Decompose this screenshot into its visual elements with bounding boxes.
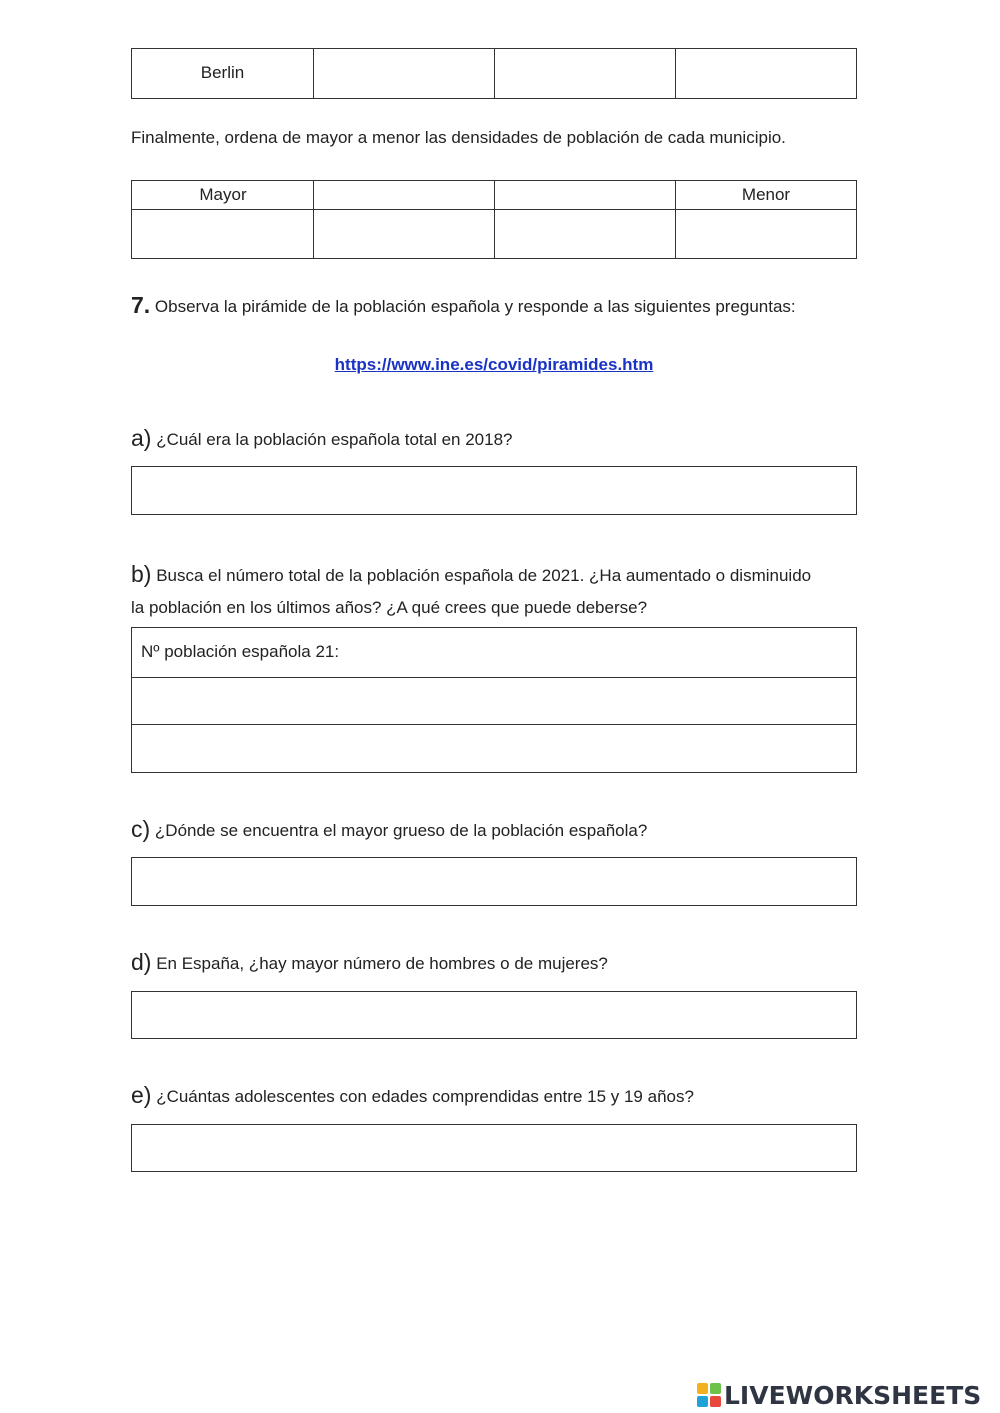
question-c-letter: c) [131, 816, 151, 842]
question-e [131, 1082, 891, 1110]
answer-b-line-1[interactable] [132, 628, 856, 677]
berlin-answer-cell-3[interactable] [676, 49, 856, 98]
question-e-text: ¿Cuántas adolescentes con edades comprendidas entre 15 y 19 años? [156, 1087, 694, 1106]
question-b-text-line1: Busca el número total de la población española de 2021. ¿Ha aumentado o disminuido [156, 566, 812, 585]
ine-link[interactable]: https://www.ine.es/covid/piramides.htm [334, 355, 654, 374]
question-a [131, 425, 891, 453]
order-answer-cell-4[interactable] [677, 210, 856, 258]
question-a-letter: a) [131, 425, 152, 451]
order-header-menor: Menor [741, 185, 791, 204]
order-instruction: Finalmente, ordena de mayor a menor las densidades de población de cada municipio. [131, 128, 786, 147]
berlin-answer-cell-2[interactable] [495, 49, 676, 98]
question-b-letter: b) [131, 561, 152, 587]
order-answer-cell-2[interactable] [315, 210, 494, 258]
question-d [131, 949, 891, 977]
answer-b-line-3[interactable] [132, 725, 856, 772]
liveworksheets-logo [697, 1378, 981, 1412]
question-7-number: 7. [131, 292, 151, 318]
question-a-text: ¿Cuál era la población española total en 2018? [156, 430, 513, 449]
answer-b-line-2[interactable] [132, 678, 856, 724]
liveworksheets-brand: LIVEWORKSHEETS [724, 1380, 982, 1410]
berlin-table [131, 48, 857, 99]
question-d-text: En España, ¿hay mayor número de hombres o de mujeres? [156, 954, 608, 973]
liveworksheets-logo-icon [697, 1383, 721, 1407]
question-7-text: Observa la pirámide de la población española y responde a las siguientes preguntas: [154, 297, 796, 316]
order-answer-cell-3[interactable] [496, 210, 675, 258]
question-b-text-line2: la población en los últimos años? ¿A qué crees que puede deberse? [131, 598, 648, 617]
berlin-label-cell [132, 49, 314, 98]
question-c-text: ¿Dónde se encuentra el mayor grueso de la población española? [154, 821, 648, 840]
answer-box-e[interactable] [131, 1124, 857, 1172]
order-table [131, 180, 857, 259]
answer-box-c[interactable] [131, 857, 857, 906]
answer-box-a[interactable] [131, 466, 857, 515]
ine-link-wrap [131, 355, 857, 375]
answer-b-label: Nº población española 21: [141, 642, 340, 661]
question-b [131, 558, 891, 624]
question-d-letter: d) [131, 949, 152, 975]
answer-box-d[interactable] [131, 991, 857, 1039]
question-c [131, 816, 891, 844]
order-header-mayor: Mayor [199, 185, 247, 204]
question-7 [131, 292, 911, 320]
answer-box-b [131, 627, 857, 773]
order-answer-cell-1[interactable] [132, 210, 313, 258]
question-e-letter: e) [131, 1082, 152, 1108]
berlin-label: Berlin [200, 63, 245, 82]
berlin-answer-cell-1[interactable] [314, 49, 495, 98]
